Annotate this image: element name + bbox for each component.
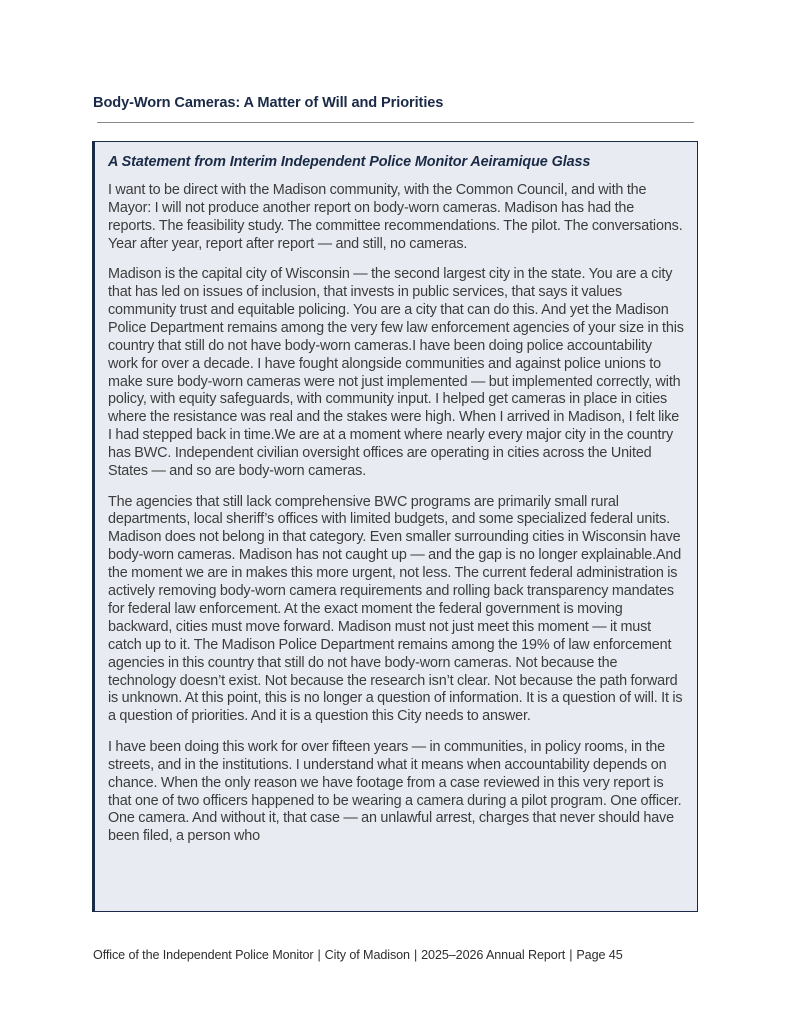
footer-separator: |	[569, 948, 573, 962]
statement-paragraph-2: Madison is the capital city of Wisconsin — the second largest city in the state. You are a city that has led on issues of inclusion, that invests in public services, that says it values community trust and equitable policing. You are a city that can do this. And yet the Madison Police Department remains among the very few law enforcement agencies of your size in this country that still do not have body-worn cameras.I have been doing police accountability work for over a decade. I have fought alongside communities and against police unions to make sure body-worn cameras were not just implemented — but implemented correctly, with policy, with equity safeguards, with community input. I helped get cameras in place in cities where the resistance was real and the stakes were high. When I arrived in Madison, I felt like I had stepped back in time.We are at a moment where nearly every major city in the country has BWC. Independent civilian oversight offices are operating in cities across the United States — and so are body-worn cameras.	[108, 266, 684, 480]
footer-separator: |	[413, 948, 418, 962]
footer-report: 2025–2026 Annual Report	[421, 948, 566, 962]
title-divider	[97, 122, 694, 123]
statement-callout-box	[92, 141, 698, 912]
footer-separator: |	[317, 948, 321, 962]
footer-city: City of Madison	[324, 948, 410, 962]
statement-heading: A Statement from Interim Independent Police Monitor Aeiramique Glass	[108, 154, 591, 170]
statement-paragraph-1: I want to be direct with the Madison community, with the Common Council, and with the Mayor: I will not produce another report on body-worn cameras. Madison has had the reports. The feasibility study. The committee recommendations. The pilot. The conversations. Year after year, report after report — and still, no cameras.	[108, 182, 683, 252]
page-title: Body-Worn Cameras: A Matter of Will and Priorities	[93, 95, 444, 111]
footer-page-number: Page 45	[576, 948, 623, 962]
statement-paragraph-4: I have been doing this work for over fifteen years — in communities, in policy rooms, in the streets, and in the institutions. I understand what it means when accountability depends on chance. When the only reason we have footage from a case reviewed in this very report is that one of two officers happened to be wearing a camera during a pilot program. One officer. One camera. And without it, that case — an unlawful arrest, charges that never should have been filed, a person who	[108, 738, 682, 845]
footer-office: Office of the Independent Police Monitor	[93, 948, 314, 962]
statement-paragraph-3: The agencies that still lack comprehensive BWC programs are primarily small rural departments, local sheriff’s offices with limited budgets, and some specialized federal units. Madison does not belong in that category. Even smaller surrounding cities in Wisconsin have body-worn cameras. Madison has not caught up — and the gap is no longer explainable.And the moment we are in makes this more urgent, not less. The current federal administration is actively removing body-worn camera requirements and rolling back transparency mandates for federal law enforcement. At the exact moment the federal government is moving backward, cities must move forward. Madison must not just meet this moment — it must catch up to it. The Madison Police Department remains among the 19% of law enforcement agencies in this country that still do not have body-worn cameras. Not because the technology doesn’t exist. Not because the research isn’t clear. Not because the path forward is unknown. At this point, this is no longer a question of information. It is a question of will. It is a question of priorities. And it is a question this City needs to answer.	[108, 493, 683, 725]
page-footer	[93, 947, 698, 963]
